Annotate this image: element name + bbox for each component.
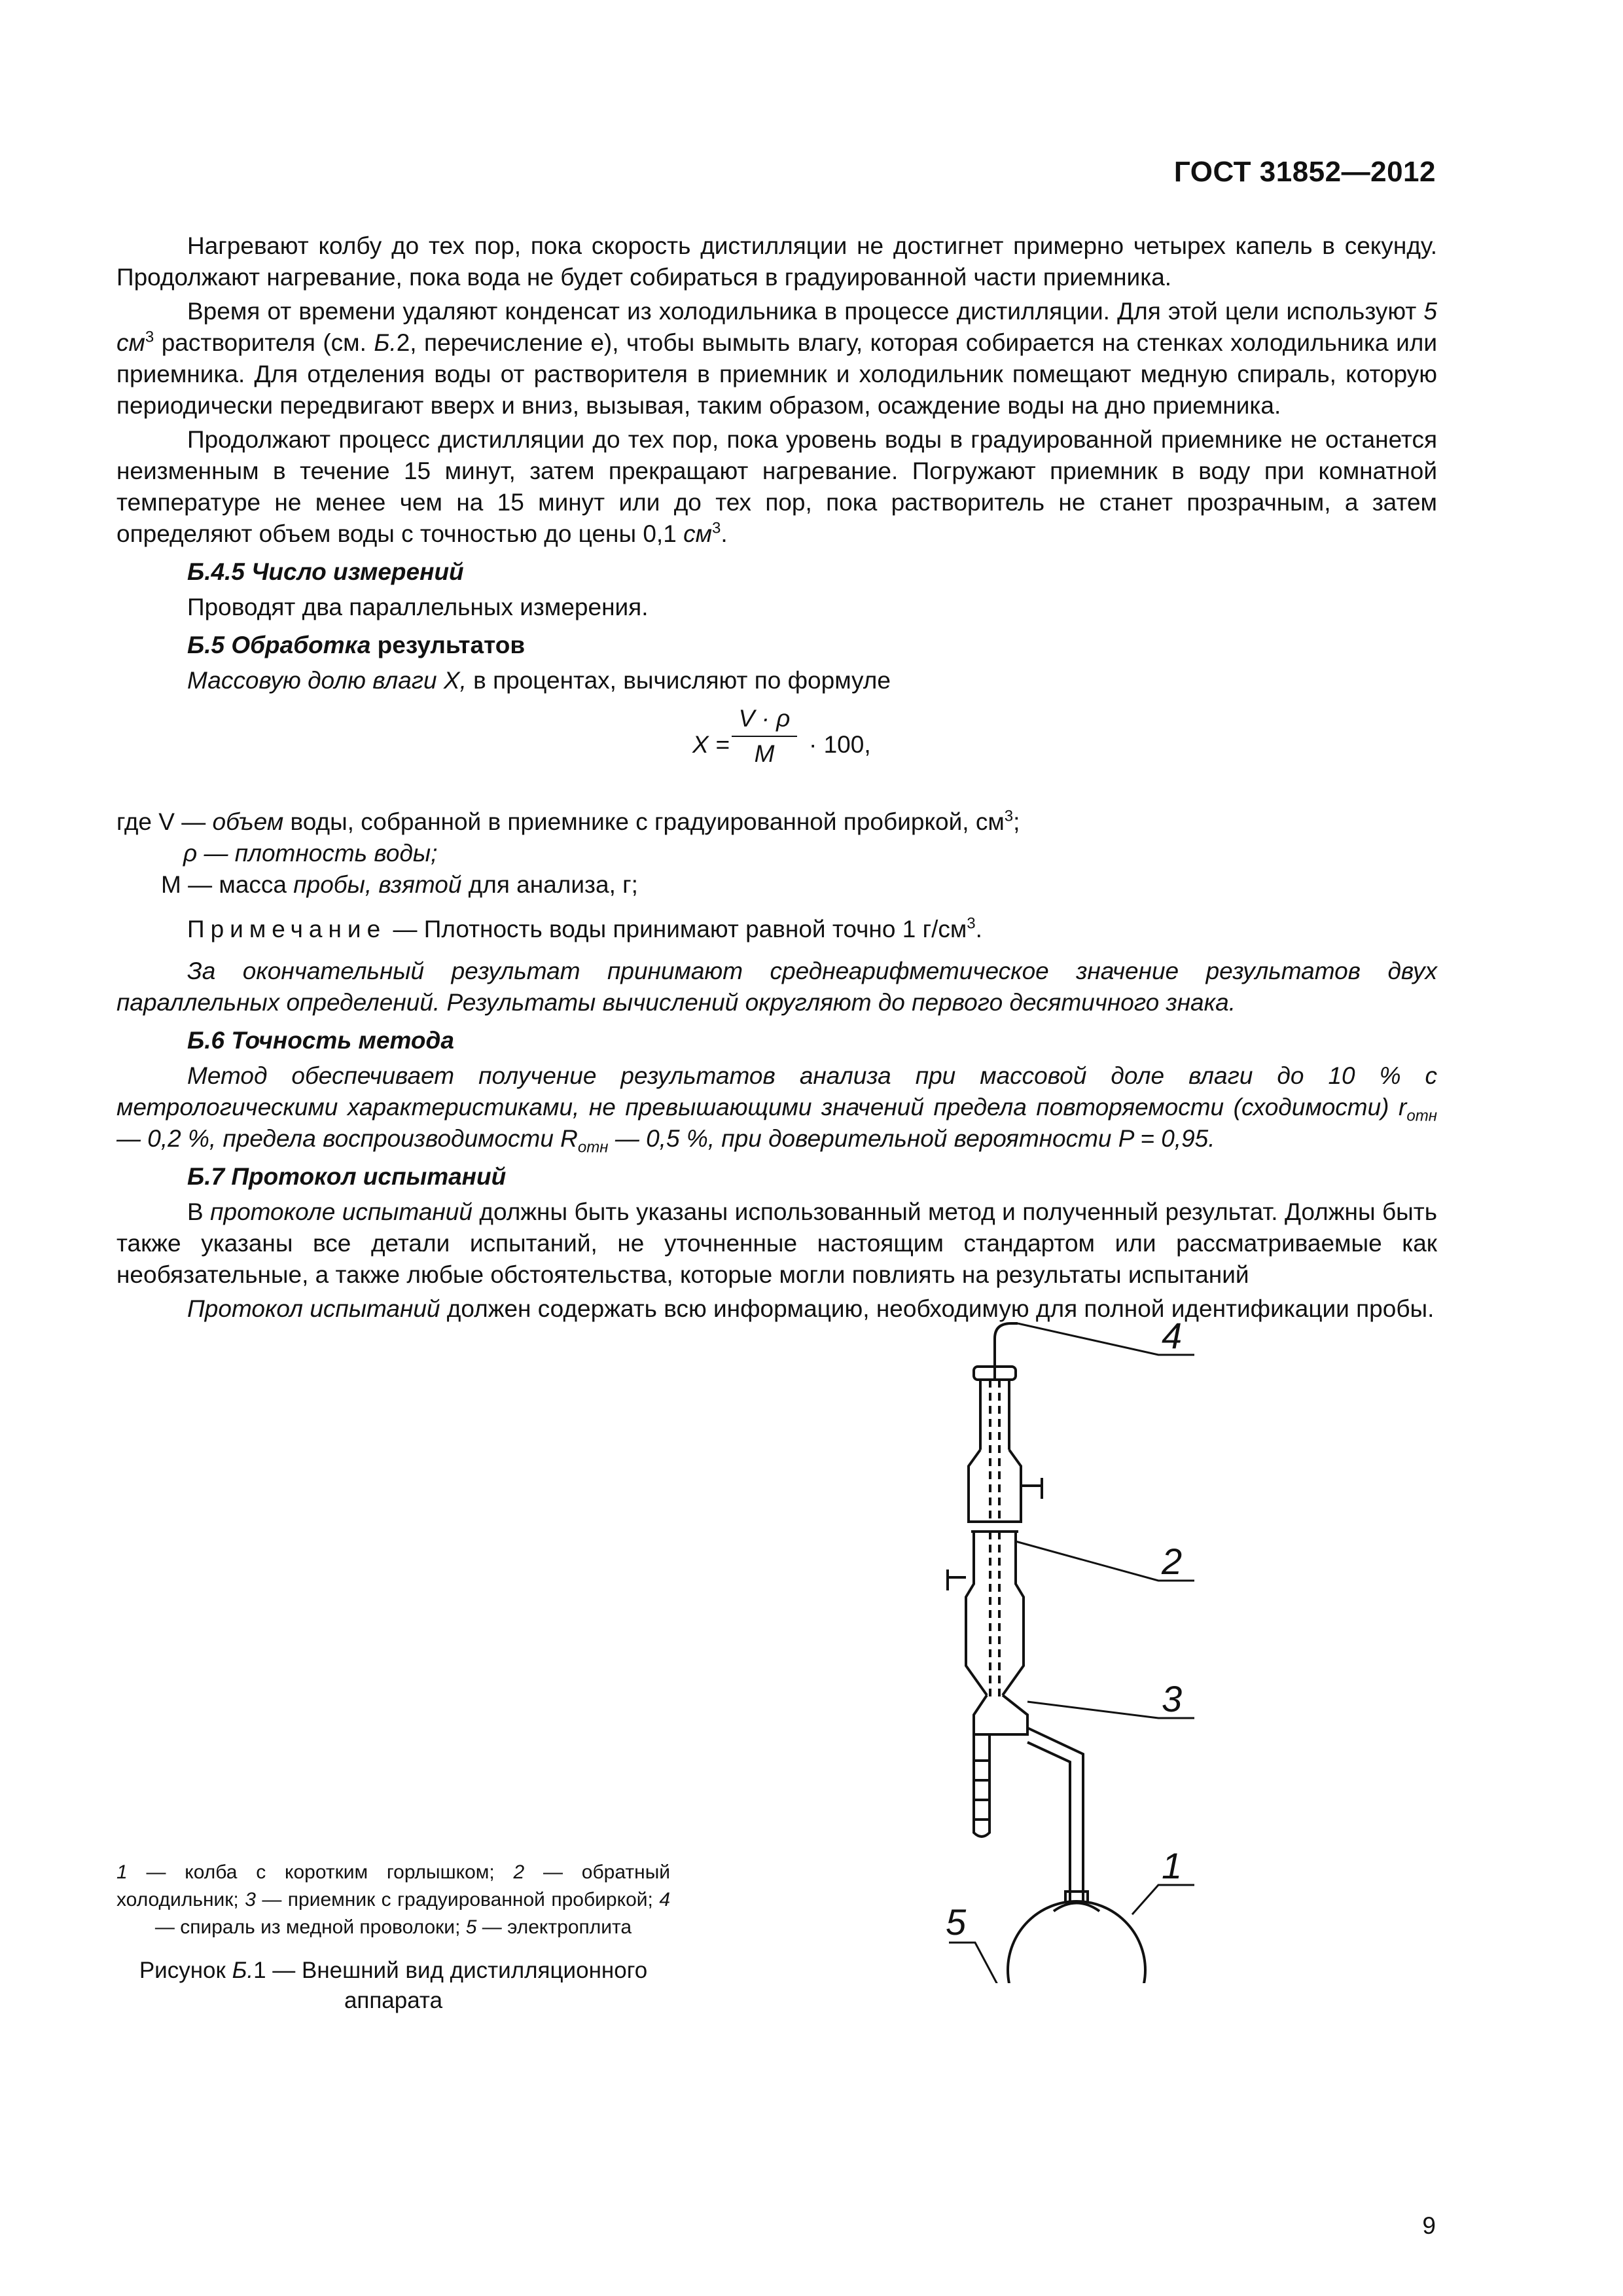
figure-caption [116, 1956, 670, 2016]
caption-part: Рисунок [139, 1958, 232, 1983]
text-span: растворителя (см. [154, 329, 374, 356]
paragraph-measurements: Проводят два параллельных измерения. [187, 594, 649, 620]
fraction-bar [732, 736, 797, 737]
superscript: 3 [145, 328, 154, 346]
legend-number: 1 [116, 1861, 128, 1883]
note-text: — Плотность воды принимают равной точно 1 г/см [386, 916, 967, 942]
legend-number: 2 [513, 1861, 525, 1883]
condenser-lower-left [966, 1532, 987, 1695]
copper-spiral [995, 1323, 1018, 1381]
text-span: в процентах, вычисляют по формуле [466, 667, 891, 694]
caption-part: Б. [232, 1958, 254, 1983]
formula-denominator: M [754, 740, 775, 767]
figure-label-4: 4 [1162, 1315, 1183, 1356]
subscript: отн [1406, 1107, 1437, 1125]
legend-number: 3 [245, 1889, 256, 1910]
legend-text: — спираль из медной проволоки; [154, 1916, 466, 1938]
legend-text: — колба с коротким горлышком; [127, 1861, 514, 1883]
formula-fraction [732, 703, 797, 770]
leader-1 [1132, 1885, 1194, 1914]
note: Примечание — Плотность воды принимают равной точно 1 $г/см^3$. [187, 914, 982, 942]
heading-b45: Б.4.5 Число измерений [187, 558, 464, 585]
condenser-outlet-nozzle [1021, 1478, 1042, 1499]
heading-part: результатов [370, 632, 526, 658]
paragraph-condensate [116, 296, 1437, 422]
text-span: пробы, взятой [293, 871, 462, 898]
text-span: M — масса [161, 871, 294, 898]
paragraph-accuracy [116, 1060, 1437, 1155]
figure-label-1: 1 [1162, 1845, 1183, 1886]
text-span: — 0,5 %, при доверительной вероятности P = 0,95. [608, 1125, 1215, 1152]
caption-part: 1 — Внешний вид дистилляционного аппарата [253, 1958, 648, 2013]
text-span: 2, перечисление е), чтобы вымыть влагу, которая собирается на стенках холодильника или приемника. Для отделения воды от растворителя в приемник и холодильник помещают медную спираль, которую периодически передвигают вверх и вниз, вызывая, таким образом, осаждение воды на дно приемника. [116, 329, 1437, 419]
text-span: протоколе испытаний [210, 1198, 473, 1225]
leader-5 [949, 1943, 1027, 1983]
text-span: — 0,2 %, предела воспроизводимости R [116, 1125, 578, 1152]
text-span: воды, собранной в приемнике с градуированной пробиркой, см [283, 808, 1005, 835]
condenser-upper-bulb [969, 1450, 1021, 1522]
note-label: Примечание [187, 916, 387, 942]
text-span: должен содержать всю информацию, необходимую для полной идентификации пробы. [440, 1295, 1435, 1322]
text-span: для анализа, г; [461, 871, 638, 898]
legend-text: — электроплита [476, 1916, 632, 1938]
text-span: Протокол испытаний [187, 1295, 440, 1322]
figure-label-5: 5 [946, 1901, 967, 1943]
legend-number: 4 [659, 1889, 670, 1910]
main-text [116, 230, 1437, 1327]
distillation-apparatus-figure [897, 1309, 1263, 1983]
text-span: Метод обеспечивает получение результатов анализа при массовой доле влаги до 10 % с метрологическими характеристиками, не превышающими значений предела повторяемости (сходимости) r [116, 1062, 1437, 1121]
receiver-cone [974, 1695, 1027, 1734]
heading-b7: Б.7 Протокол испытаний [187, 1163, 507, 1190]
side-arm-tube [1027, 1728, 1083, 1901]
condenser-inlet-nozzle [948, 1570, 966, 1590]
subscript: отн [577, 1138, 609, 1157]
graduated-tube [974, 1734, 990, 1837]
legend-number: 5 [465, 1916, 477, 1938]
legend-v: где V — объем воды, собранной в приемнике с градуированной пробиркой, $см^3$; [116, 807, 1020, 835]
legend-rho: ρ — плотность воды; [183, 840, 438, 867]
text-span: Время от времени удаляют конденсат из холодильника в процессе дистилляции. Для этой цели используют [187, 298, 1424, 325]
legend-m [116, 869, 1437, 901]
reference-span: Б. [374, 329, 397, 356]
formula-numerator: V · ρ [738, 705, 791, 732]
formula-legend [116, 806, 1437, 901]
condenser-lower-right [1003, 1532, 1024, 1695]
paragraph-heating: Нагревают колбу до тех пор, пока скорость дистилляции не достигнет примерно четырех капель в секунду. Продолжают нагревание, пока вода не будет собираться в градуированной части приемника. [116, 232, 1437, 291]
legend-text: — приемник с градуированной пробиркой; [255, 1889, 660, 1910]
superscript: 3 [967, 914, 976, 933]
unit-span: см [683, 520, 712, 547]
unit-span: 5 см [116, 298, 1437, 356]
figure-label-2: 2 [1162, 1541, 1183, 1582]
text-span: Продолжают процесс дистилляции до тех пор, пока уровень воды в градуированной приемнике не останется неизменным в течение 15 минут, затем прекращают нагревание. Погружают приемник в воду при комнатной температуре не менее чем на 15 минут или до тех пор, пока растворитель не станет прозрачным, а затем определяют объем воды с точностью до цены 0,1 [116, 426, 1437, 547]
paragraph-formula-intro [116, 665, 1437, 696]
formula-rhs: · 100, [809, 731, 871, 758]
formula [116, 703, 1437, 801]
text-span: Массовую долю влаги X, [187, 667, 467, 694]
paragraph-protocol [116, 1196, 1437, 1291]
heading-part: Б.5 Обработка [187, 632, 371, 658]
text-span: объем [212, 808, 284, 835]
figure-legend [116, 1859, 670, 1941]
text-span: В [187, 1198, 211, 1225]
figure-label-3: 3 [1162, 1678, 1183, 1719]
formula-lhs: X = [692, 731, 730, 758]
legend-text: — обратный холодильник; [116, 1861, 671, 1910]
superscript: 3 [711, 519, 721, 537]
paragraph-continue: Продолжают процесс дистилляции до тех пор, пока уровень воды в градуированной приемнике не останется неизменным в течение 15 минут, затем прекращают нагревание. Погружают приемник в воду при комнатной температуре не менее чем на 15 минут или до тех пор, пока растворитель не станет прозрачным, а затем определяют объем воды с точностью до цены 0,1 $см^3$. [116, 426, 1437, 547]
text-span: должны быть указаны использованный метод и полученный результат. Должны быть также указаны все детали испытаний, не уточненные настоящим стандартом или рассматриваемые как необязательные, а также любые обстоятельства, которые могли повлиять на результаты испытаний [116, 1198, 1438, 1288]
text-span: где V — [116, 808, 213, 835]
round-flask [1008, 1901, 1145, 1983]
document-header: ГОСТ 31852—2012 [1173, 156, 1436, 188]
page-number: 9 [1422, 2212, 1436, 2239]
superscript: 3 [1004, 807, 1014, 825]
paragraph-result: За окончательный результат принимают среднеарифметическое значение результатов двух параллельных определений. Результаты вычислений округляют до первого десятичного знака. [116, 958, 1437, 1016]
heading-b6: Б.6 Точность метода [187, 1027, 454, 1054]
heading-b5 [187, 630, 1437, 661]
